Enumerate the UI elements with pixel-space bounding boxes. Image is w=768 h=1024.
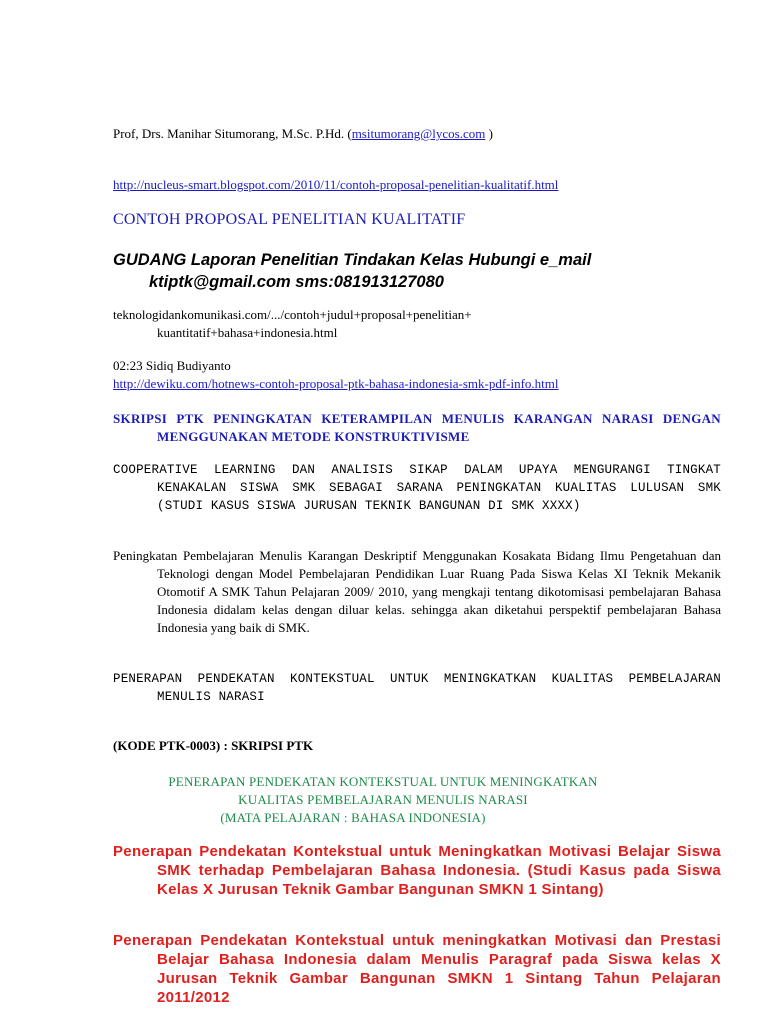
author-email-link[interactable]: msitumorang@lycos.com — [351, 126, 486, 141]
heading-contoh-proposal: CONTOH PROPOSAL PENELITIAN KUALITATIF — [113, 211, 466, 228]
green-line-3: (MATA PELAJARAN : BAHASA INDONESIA) — [220, 810, 486, 825]
green-line-2: KUALITAS PEMBELAJARAN MENULIS NARASI — [238, 792, 528, 807]
author-line — [113, 126, 493, 142]
dewiku-link[interactable]: http://dewiku.com/hotnews-contoh-proposal-ptk-bahasa-indonesia-smk-pdf-info.html — [113, 376, 559, 391]
green-line-1: PENERAPAN PENDEKATAN KONTEKSTUAL UNTUK MENINGKATKAN — [168, 774, 598, 789]
penerapan-title: PENERAPAN PENDEKATAN KONTEKSTUAL UNTUK MENINGKATKAN KUALITAS PEMBELAJARAN MENULIS NARASI — [113, 672, 721, 704]
peningkatan-paragraph: Peningkatan Pembelajaran Menulis Karangan Deskriptif Menggunakan Kosakata Bidang Ilmu Pengetahuan dan Teknologi dengan Model Pembelajaran Pendidikan Luar Ruang Pada Siswa Kelas XI Teknik Mekanik Otomotif A SMK Tahun Pelajaran 2009/ 2010, yang mengkaji tentang dikotomisasi pembelajaran Bahasa Indonesia didalam kelas dengan diluar kelas. sehingga akan diketahui perspektif pembelajaran Bahasa Indonesia yang baik di SMK. — [113, 548, 721, 635]
red-title-1: Penerapan Pendekatan Kontekstual untuk Meningkatkan Motivasi Belajar Siswa SMK terhadap Pembelajaran Bahasa Indonesia. (Studi Kasus pada Siswa Kelas X Jurusan Teknik Gambar Bangunan SMKN 1 Sintang) — [113, 843, 721, 898]
author-name: Prof, Drs. Manihar Situmorang, M.Sc. P.Hd. ( — [113, 126, 352, 141]
author-suffix: ) — [488, 126, 493, 141]
teknologi-url — [113, 306, 677, 342]
teknologi-line-1: teknologidankomunikasi.com/.../contoh+judul+proposal+penelitian+ — [113, 307, 472, 322]
cooperative-learning-title: COOPERATIVE LEARNING DAN ANALISIS SIKAP DALAM UPAYA MENGURANGI TINGKAT KENAKALAN SISWA SMK SEBAGAI SARANA PENINGKATAN KUALITAS LULUSAN SMK (STUDI KASUS SISWA JURUSAN TEKNIK BANGUNAN DI SMK XXXX) — [113, 463, 721, 513]
gudang-line-1: GUDANG Laporan Penelitian Tindakan Kelas Hubungi e_mail — [113, 251, 592, 269]
time-author: 02:23 Sidiq Budiyanto — [113, 358, 231, 373]
gudang-line-2: ktiptk@gmail.com sms:081913127080 — [149, 273, 444, 291]
skripsi-title: SKRIPSI PTK PENINGKATAN KETERAMPILAN MENULIS KARANGAN NARASI DENGAN MENGGUNAKAN METODE KONSTRUKTIVISME — [113, 411, 721, 444]
teknologi-line-2: kuantitatif+bahasa+indonesia.html — [157, 325, 338, 340]
gudang-notice — [113, 249, 677, 293]
red-title-2: Penerapan Pendekatan Kontekstual untuk meningkatkan Motivasi dan Prestasi Belajar Bahasa Indonesia dalam Menulis Paragraf pada Siswa kelas X Jurusan Teknik Gambar Bangunan SMKN 1 Sintang Tahun Pelajaran 2011/2012 — [113, 932, 721, 1006]
kode-ptk: (KODE PTK-0003) : SKRIPSI PTK — [113, 738, 314, 753]
green-heading — [113, 773, 653, 827]
nucleus-link[interactable]: http://nucleus-smart.blogspot.com/2010/11/contoh-proposal-penelitian-kualitatif.html — [113, 177, 559, 192]
